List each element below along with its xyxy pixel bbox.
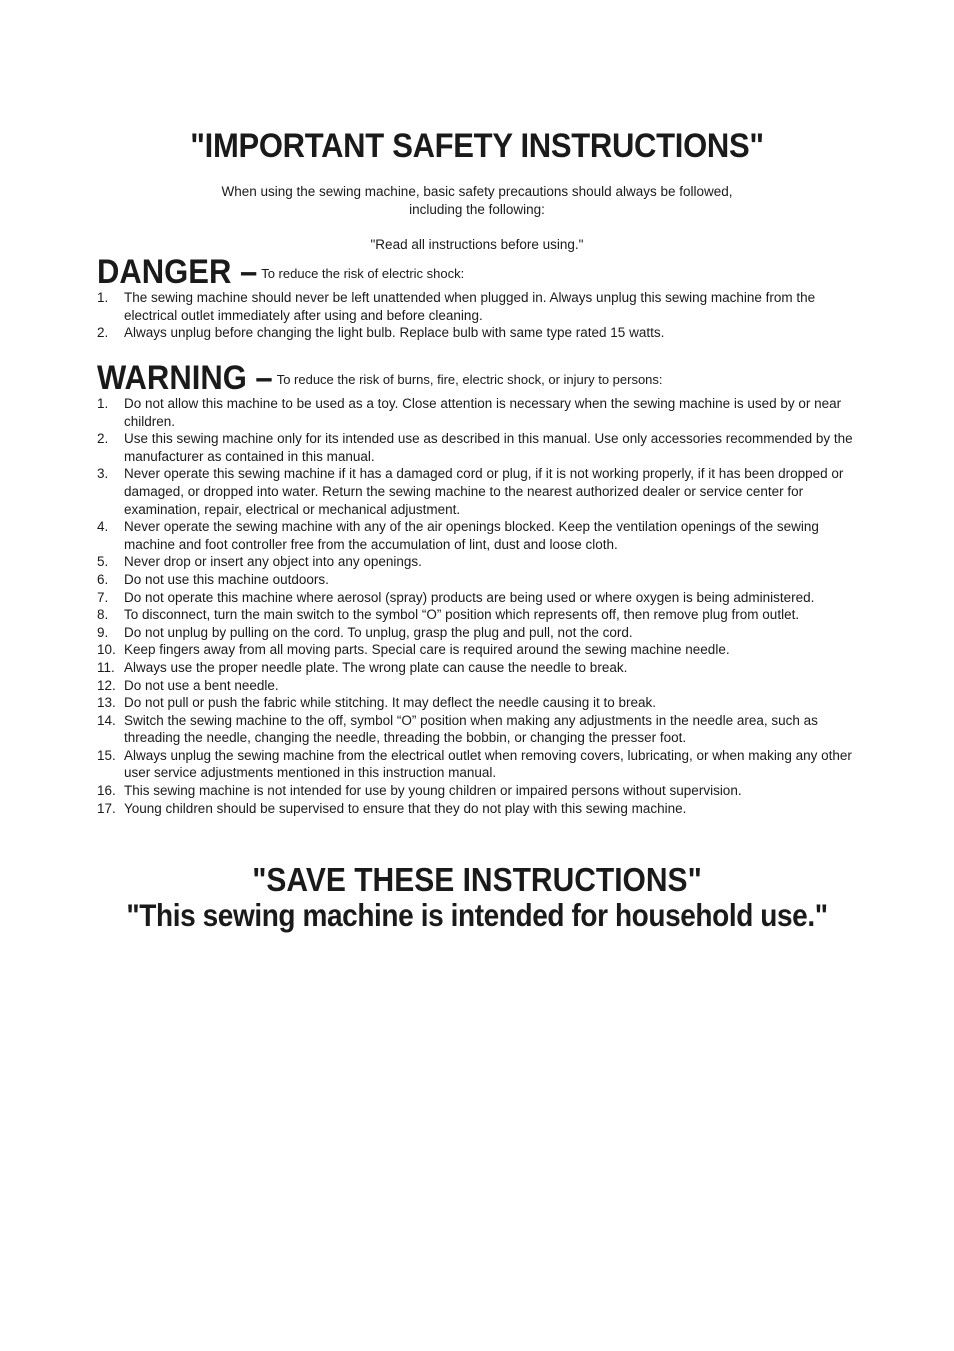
warning-item-text: Keep fingers away from all moving parts. Special care is required around the sewing machine needle. [124, 642, 730, 658]
household-use-notice: "This sewing machine is intended for household use." [126, 898, 828, 933]
warning-item-number: 2. [97, 431, 109, 447]
warning-item-number: 16. [97, 783, 116, 799]
warning-item-text: Do not operate this machine where aerosol (spray) products are being used or where oxygen is being administered. [124, 589, 815, 605]
warning-item-text: Do not unplug by pulling on the cord. To unplug, grasp the plug and pull, not the cord. [124, 624, 633, 640]
warning-item-number: 5. [97, 554, 109, 570]
warning-item [97, 747, 860, 782]
danger-subheading: To reduce the risk of electric shock: [261, 266, 465, 281]
warning-item [97, 624, 860, 642]
warning-item-text: Do not use a bent needle. [124, 677, 279, 693]
intro-line-2: including the following: [409, 202, 545, 217]
warning-item [97, 677, 860, 695]
danger-heading [97, 254, 464, 290]
read-all-instructions: "Read all instructions before using." [370, 237, 584, 252]
warning-item-text: Use this sewing machine only for its intended use as described in this manual. Use only accessories recommended by the manufacturer as contained in this manual. [124, 431, 853, 464]
warning-item-text: To disconnect, turn the main switch to the symbol “O” position which represents off, then remove plug from outlet. [124, 607, 800, 623]
warning-subheading: To reduce the risk of burns, fire, electric shock, or injury to persons: [276, 372, 663, 387]
warning-item-text: Always use the proper needle plate. The wrong plate can cause the needle to break. [124, 659, 628, 675]
warning-item-text: Do not use this machine outdoors. [124, 571, 329, 587]
warning-item-number: 3. [97, 466, 109, 482]
danger-item [97, 289, 860, 324]
warning-item-text: Always unplug the sewing machine from the electrical outlet when removing covers, lubricating, or when making any other user service adjustments mentioned in this instruction manual. [124, 747, 852, 781]
warning-item [97, 712, 860, 747]
warning-item-text: Never drop or insert any object into any openings. [124, 554, 422, 570]
warning-item [97, 465, 860, 518]
warning-item-number: 1. [97, 396, 109, 411]
intro-text [0, 183, 954, 219]
warning-item [97, 571, 860, 589]
warning-item [97, 659, 860, 677]
danger-item-number: 2. [97, 325, 109, 341]
warning-item-number: 14. [97, 712, 116, 728]
page-title: "IMPORTANT SAFETY INSTRUCTIONS" [190, 125, 764, 166]
warning-item-number: 10. [97, 642, 116, 658]
danger-list [97, 289, 860, 342]
intro-line-1: When using the sewing machine, basic safety precautions should always be followed, [221, 184, 733, 199]
warning-item-number: 9. [97, 624, 109, 640]
warning-item-number: 15. [97, 747, 116, 763]
warning-item-number: 8. [97, 607, 109, 623]
warning-item-number: 4. [97, 519, 109, 535]
save-instructions-title: "SAVE THESE INSTRUCTIONS" [252, 861, 702, 899]
warning-item-number: 6. [97, 571, 109, 587]
warning-item-number: 13. [97, 695, 116, 711]
warning-item-number: 7. [97, 589, 109, 605]
warning-item-text: Do not allow this machine to be used as a toy. Close attention is necessary when the sewing machine is used by or near children. [124, 396, 842, 429]
warning-item [97, 782, 860, 800]
warning-item [97, 395, 860, 430]
danger-item-number: 1. [97, 290, 109, 305]
warning-item [97, 800, 860, 818]
danger-item-text: The sewing machine should never be left unattended when plugged in. Always unplug this sewing machine from the electrical outlet immediately after using and before cleaning. [124, 290, 816, 323]
warning-item-text: Do not pull or push the fabric while stitching. It may deflect the needle causing it to break. [124, 695, 657, 711]
warning-item [97, 694, 860, 712]
warning-item-number: 12. [97, 677, 116, 693]
warning-item [97, 430, 860, 465]
warning-item [97, 641, 860, 659]
warning-list [97, 395, 860, 817]
warning-item-text: Switch the sewing machine to the off, symbol “O” position when making any adjustments in the needle area, such as threading the needle, changing the needle, threading the bobbin, or changing the presser foot. [124, 712, 818, 746]
warning-item [97, 553, 860, 571]
warning-item-number: 11. [97, 659, 115, 675]
danger-item [97, 324, 860, 342]
warning-item [97, 589, 860, 607]
warning-item-text: Young children should be supervised to ensure that they do not play with this sewing machine. [124, 800, 687, 816]
warning-item-text: Never operate the sewing machine with any of the air openings blocked. Keep the ventilation openings of the sewing machine and foot controller free from the accumulation of lint, dust and loose cloth. [124, 519, 819, 552]
warning-item-number: 17. [97, 800, 116, 816]
warning-item [97, 606, 860, 624]
danger-heading-label: DANGER – [97, 252, 258, 291]
warning-heading-label: WARNING – [97, 358, 273, 397]
warning-item-text: Never operate this sewing machine if it has a damaged cord or plug, if it is not working properly, if it has been dropped or damaged, or dropped into water. Return the sewing machine to the nearest authorized dealer or service center for examination, repair, electrical or mechanical adjustment. [124, 466, 844, 517]
danger-item-text: Always unplug before changing the light bulb. Replace bulb with same type rated 15 watts. [124, 325, 665, 341]
warning-heading [97, 360, 663, 396]
warning-item [97, 518, 860, 553]
warning-item-text: This sewing machine is not intended for use by young children or impaired persons without supervision. [124, 783, 742, 799]
